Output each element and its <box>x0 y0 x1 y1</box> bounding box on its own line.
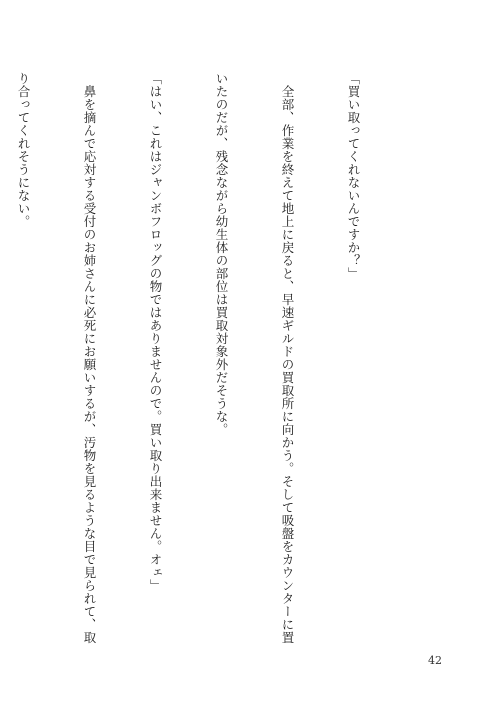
body-text <box>0 72 408 652</box>
text-line: いたのだが、残念ながら幼生体の部位は買取対象外だそうな。 <box>214 72 229 436</box>
text-line: 「はい、これはジャンボフロッグの物ではありませんので。買い取り出来ません。オェ」 <box>148 72 163 592</box>
text-line: 「買い取ってくれないんですか？」 <box>346 72 361 280</box>
text-line: 鼻を摘んで応対する受付のお姉さんに必死にお願いするが、汚物を見るような目で見られて、取 <box>82 72 97 644</box>
text-line: り合ってくれそうにない。 <box>16 72 31 228</box>
page-number: 42 <box>428 654 442 667</box>
text-line: 全部、作業を終えて地上に戻ると、早速ギルドの買取所に向かう。そして吸盤をカウンターに置 <box>280 72 295 644</box>
